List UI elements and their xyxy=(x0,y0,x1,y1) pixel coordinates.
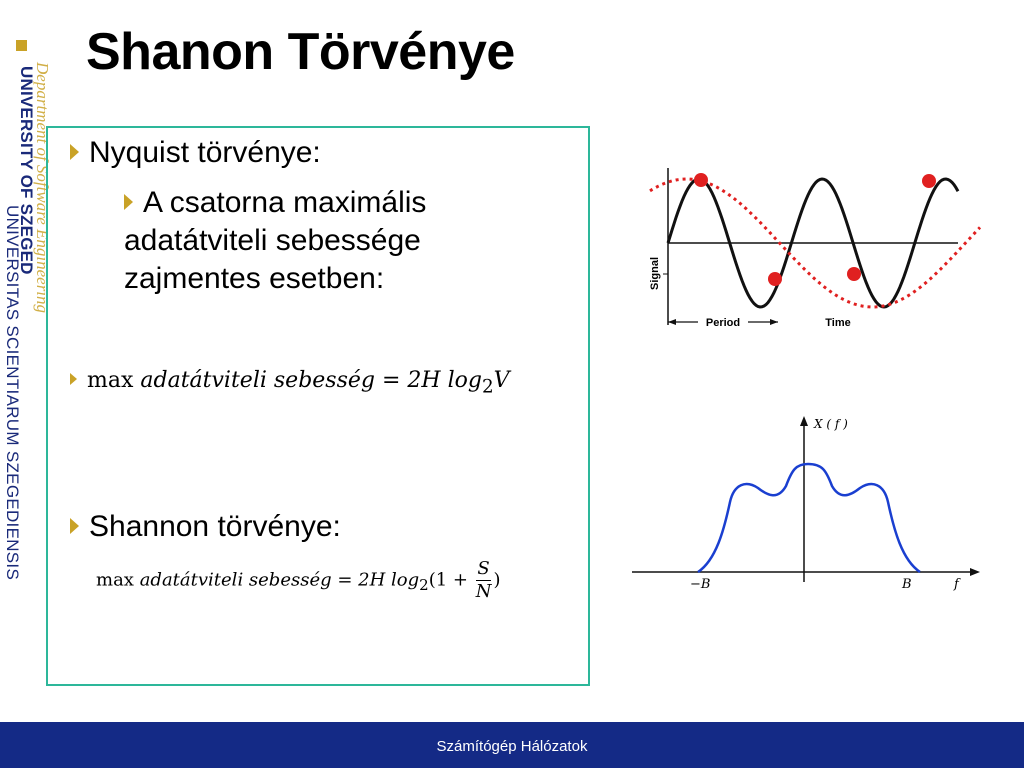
shannon-heading: Shannon törvénye: xyxy=(89,510,341,543)
fraction-numerator: S xyxy=(477,558,490,579)
bullet-arrow-icon xyxy=(124,194,133,210)
minus-b-label: −B xyxy=(690,577,711,592)
logo-square xyxy=(16,40,27,51)
nyquist-formula xyxy=(70,368,510,397)
bullet-arrow-icon xyxy=(70,373,77,385)
bullet-arrow-icon xyxy=(70,144,79,160)
sample-point xyxy=(768,272,782,286)
sample-point xyxy=(847,267,861,281)
nyquist-description: A csatorna maximális adatátviteli sebessége zajmentes esetben: xyxy=(124,186,427,295)
university-name: UNIVERSITY OF SZEGED xyxy=(17,66,36,275)
university-latin-name: UNIVERSITAS SCIENTIARUM SZEGEDIENSIS xyxy=(3,205,22,581)
sampling-wave-figure xyxy=(640,160,984,338)
footer-bar xyxy=(0,722,1024,768)
period-arrow-left-icon xyxy=(668,319,676,325)
footer-title: Számítógép Hálózatok xyxy=(436,738,588,755)
formula-close: ) xyxy=(493,569,501,591)
formula-max: max xyxy=(87,368,134,393)
formula-body: adatátviteli sebesség = 2H log xyxy=(140,368,482,393)
slide-title: Shanon Törvénye xyxy=(86,23,515,81)
spectrum-figure xyxy=(628,410,984,596)
period-label: Period xyxy=(705,317,741,329)
formula-log-base: 2 xyxy=(481,376,494,398)
bullet-arrow-icon xyxy=(70,518,79,534)
spectrum-ylabel: X ( f ) xyxy=(814,417,848,431)
formula-max: max xyxy=(96,569,134,591)
nyquist-sub-bullet xyxy=(124,184,544,298)
formula-body: adatátviteli sebesség = 2H log xyxy=(139,569,420,591)
snr-fraction xyxy=(476,558,492,603)
formula-tail: V xyxy=(493,368,510,393)
y-axis-arrow-icon xyxy=(800,416,808,426)
time-label: Time xyxy=(825,317,851,329)
shannon-formula xyxy=(96,558,501,603)
nyquist-bullet xyxy=(70,134,321,172)
x-axis-arrow-icon xyxy=(970,568,980,576)
nyquist-heading: Nyquist törvénye: xyxy=(89,136,321,169)
wave-ylabel: Signal xyxy=(649,256,661,290)
formula-open: (1 + xyxy=(428,569,468,591)
spectrum-curve xyxy=(698,464,920,572)
sample-point xyxy=(694,173,708,187)
f-label: f xyxy=(954,577,959,592)
shannon-bullet xyxy=(70,508,341,546)
b-label: B xyxy=(902,577,912,592)
formula-log-base: 2 xyxy=(419,576,429,595)
period-arrow-right-icon xyxy=(770,319,778,325)
sample-point xyxy=(922,174,936,188)
department-motto: Department of Software Engineering xyxy=(33,62,52,314)
fraction-denominator: N xyxy=(475,581,492,602)
